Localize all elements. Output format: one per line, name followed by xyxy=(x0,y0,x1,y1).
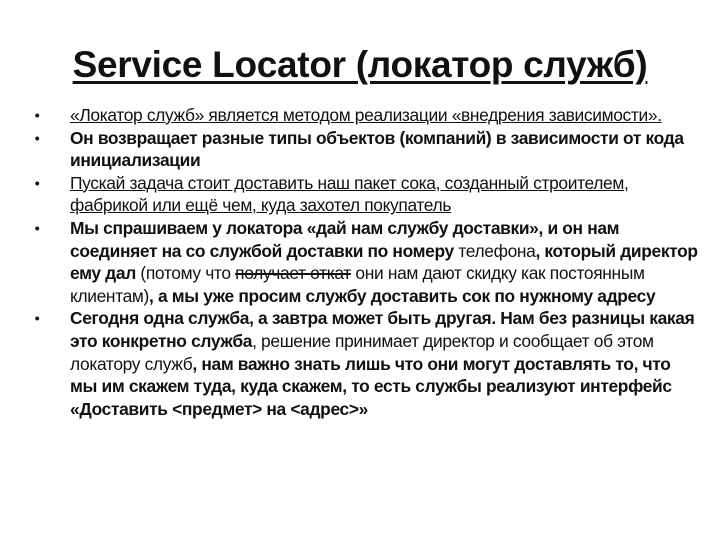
bullet-text: Он возвращает разные типы объектов (компаний) в зависимости от кода инициализации xyxy=(70,127,684,171)
bullet-text: телефона xyxy=(458,240,536,261)
bullet-text: «Локатор служб» является методом реализации «внедрения зависимости». xyxy=(70,105,662,125)
strikethrough-text: получает откат xyxy=(235,263,351,284)
bullet-item xyxy=(30,104,700,127)
bullet-icon: • xyxy=(34,107,40,123)
bullet-icon: • xyxy=(34,310,40,327)
bullet-icon: • xyxy=(34,129,40,146)
bullet-text: , а мы уже просим службу доставить сок по нужному адресу xyxy=(148,285,656,306)
bullet-text: , нам важно знать лишь что они могут доставлять то, что мы им скажем туда, куда скажем, то есть службы реализуют интерфейс «Доставить <предмет> на <адрес>» xyxy=(70,353,672,419)
bullet-text: они нам дают скидку как постоянным клиентам) xyxy=(70,263,645,306)
bullet-icon: • xyxy=(34,219,40,236)
bullet-item xyxy=(30,217,700,307)
bullet-icon: • xyxy=(34,174,40,191)
bullet-item xyxy=(30,307,700,420)
bullet-text: Сегодня одна служба, а завтра может быть другая. Нам без разницы какая это конкретно служба xyxy=(70,308,695,351)
bullet-item xyxy=(30,127,700,172)
bullet-text: (потому что xyxy=(140,263,236,284)
slide-title: Service Locator (локатор служб) xyxy=(72,44,648,85)
bullet-text: Мы спрашиваем у локатора «дай нам службу доставки», и он нам соединяет на со службой доставки по номеру xyxy=(70,217,620,261)
bullet-text: Пускай задача стоит доставить наш пакет сока, созданный строителем, фабрикой или ещё чем, куда захотел покупатель xyxy=(70,172,629,216)
bullet-text: , решение принимает директор и сообщает об этом локатору служб xyxy=(70,330,654,374)
bullet-item xyxy=(30,172,700,217)
bullet-text: , который директор ему дал xyxy=(70,240,698,284)
bullet-list xyxy=(30,104,700,420)
